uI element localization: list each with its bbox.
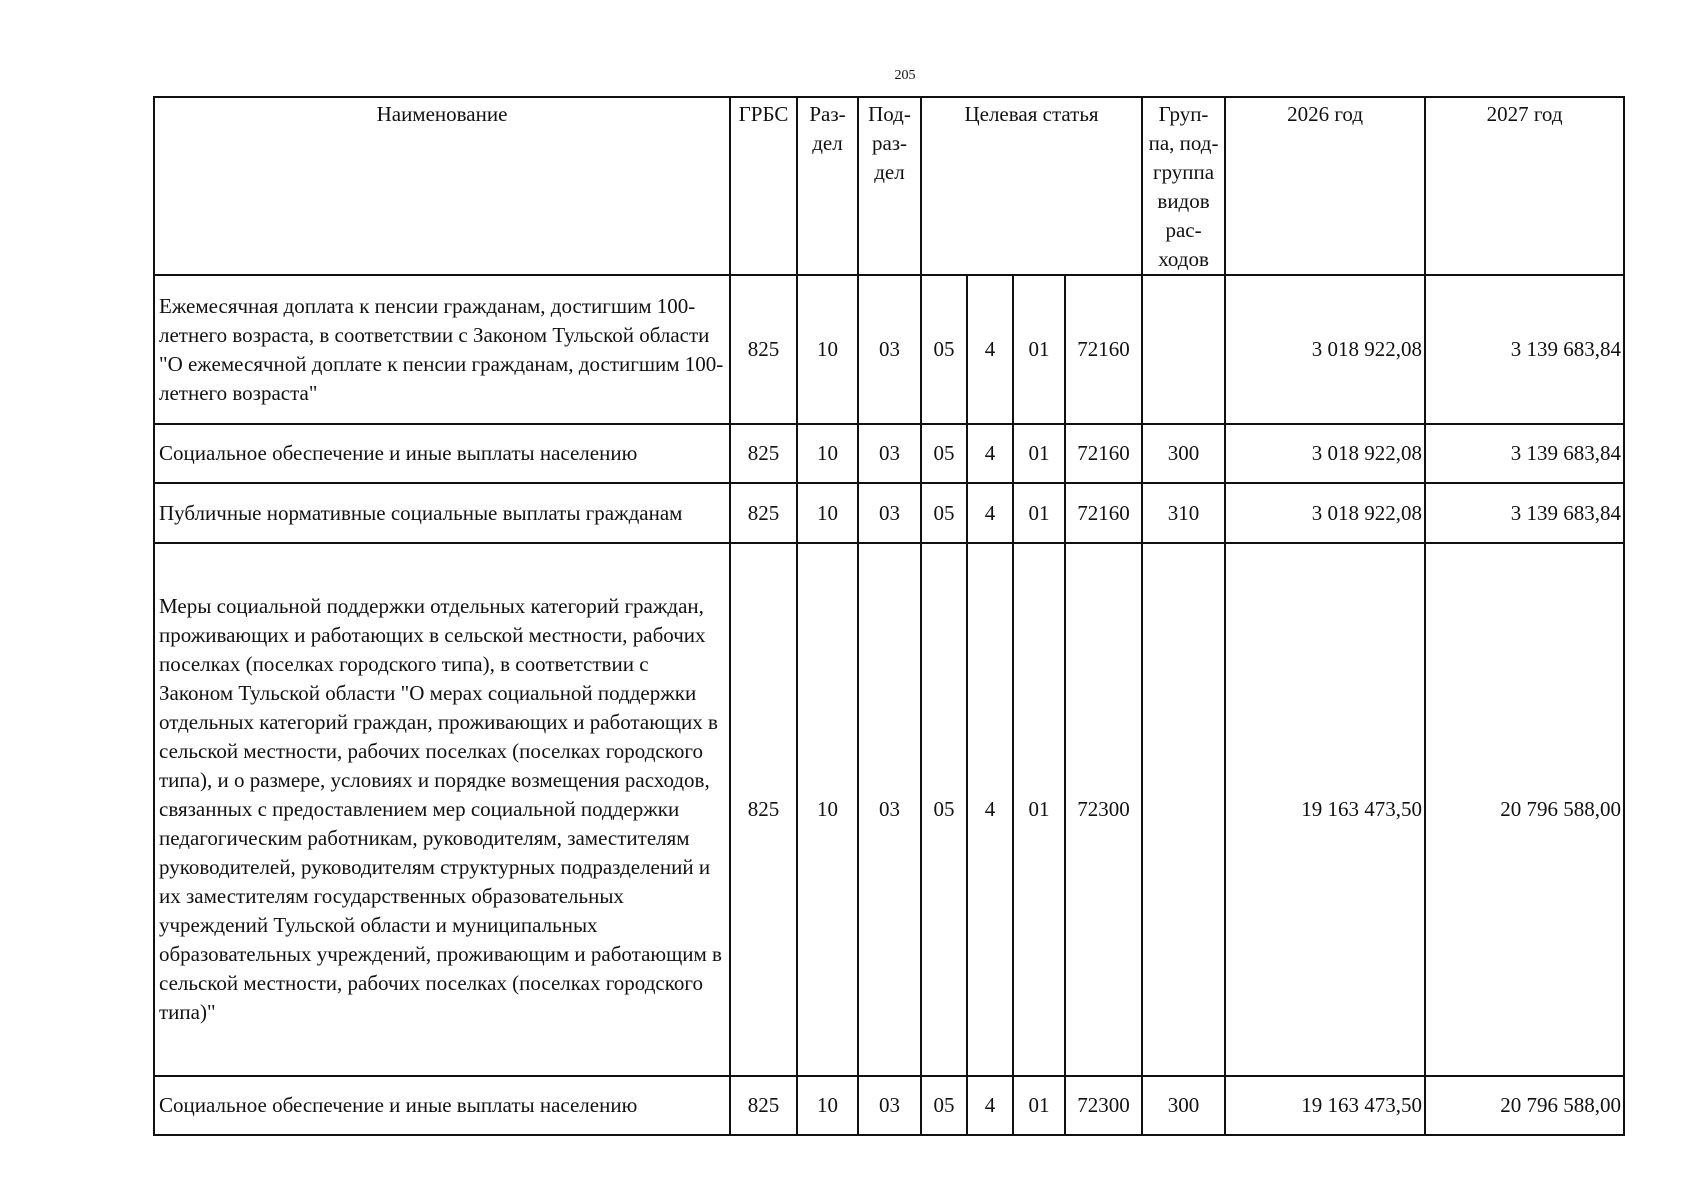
table-row [154,543,1624,1076]
gruppa-cell: 300 [1142,1076,1225,1135]
header-gruppa-vidov-raskhodov: Груп- па, под- группа видов рас- ходов [1142,97,1225,275]
budget-table [153,96,1625,1136]
table-row [154,1076,1624,1135]
row-name: Меры социальной поддержки отдельных категорий граждан, проживающих и работающих в сельской местности, рабочих поселках (поселках городского типа), в соответствии с Законом Тульской области "О мерах социальной поддержки отдельных категорий граждан, проживающих и работающих в сельской местности, рабочих поселках (поселках городского типа), и о размере, условиях и порядке возмещения расходов, связанных с предоставлением мер социальной поддержки педагогическим работникам, руководителям, заместителям руководителей, руководителям структурных подразделений и их заместителям государственных образовательных учреждений Тульской области и муниципальных образовательных учреждений, проживающим и работающим в сельской местности, рабочих поселках (поселках городского типа)" [154,543,730,1076]
gruppa-cell: 310 [1142,483,1225,543]
cs-program-cell: 05 [921,483,967,543]
cs-direction-cell: 72300 [1065,543,1142,1076]
cs-direction-cell: 72160 [1065,483,1142,543]
razdel-cell: 10 [797,424,858,483]
cs-subprogram-cell: 01 [1013,424,1065,483]
cs-subprogram-cell: 01 [1013,275,1065,424]
cs-program-cell: 05 [921,1076,967,1135]
cs-direction-cell: 72160 [1065,424,1142,483]
cs-program-cell: 05 [921,424,967,483]
table-header-row [154,97,1624,275]
row-name: Социальное обеспечение и иные выплаты населению [154,424,730,483]
amount-2027-cell: 20 796 588,00 [1425,1076,1624,1135]
gruppa-cell [1142,275,1225,424]
gruppa-cell [1142,543,1225,1076]
amount-2026-cell: 19 163 473,50 [1225,1076,1425,1135]
podrazdel-cell: 03 [858,275,921,424]
table-row [154,275,1624,424]
grbs-cell: 825 [730,275,797,424]
header-2027: 2027 год [1425,97,1624,275]
header-podrazdel: Под- раз- дел [858,97,921,275]
razdel-cell: 10 [797,275,858,424]
grbs-cell: 825 [730,483,797,543]
row-name: Социальное обеспечение и иные выплаты населению [154,1076,730,1135]
row-name: Ежемесячная доплата к пенсии гражданам, достигшим 100-летнего возраста, в соответствии с Законом Тульской области "О ежемесячной доплате к пенсии гражданам, достигшим 100-летнего возраста" [154,275,730,424]
cs-type-cell: 4 [967,275,1013,424]
table-row [154,483,1624,543]
cs-type-cell: 4 [967,1076,1013,1135]
cs-subprogram-cell: 01 [1013,1076,1065,1135]
grbs-cell: 825 [730,543,797,1076]
cs-direction-cell: 72300 [1065,1076,1142,1135]
cs-subprogram-cell: 01 [1013,543,1065,1076]
podrazdel-cell: 03 [858,483,921,543]
podrazdel-cell: 03 [858,543,921,1076]
gruppa-cell: 300 [1142,424,1225,483]
cs-direction-cell: 72160 [1065,275,1142,424]
amount-2027-cell: 20 796 588,00 [1425,543,1624,1076]
amount-2027-cell: 3 139 683,84 [1425,483,1624,543]
grbs-cell: 825 [730,1076,797,1135]
header-grbs: ГРБС [730,97,797,275]
page-number: 205 [894,68,916,83]
amount-2027-cell: 3 139 683,84 [1425,424,1624,483]
amount-2026-cell: 3 018 922,08 [1225,483,1425,543]
amount-2026-cell: 19 163 473,50 [1225,543,1425,1076]
grbs-cell: 825 [730,424,797,483]
amount-2026-cell: 3 018 922,08 [1225,424,1425,483]
cs-type-cell: 4 [967,483,1013,543]
razdel-cell: 10 [797,1076,858,1135]
amount-2027-cell: 3 139 683,84 [1425,275,1624,424]
razdel-cell: 10 [797,543,858,1076]
cs-subprogram-cell: 01 [1013,483,1065,543]
podrazdel-cell: 03 [858,1076,921,1135]
row-name: Публичные нормативные социальные выплаты гражданам [154,483,730,543]
header-razdel: Раз- дел [797,97,858,275]
cs-program-cell: 05 [921,543,967,1076]
amount-2026-cell: 3 018 922,08 [1225,275,1425,424]
cs-program-cell: 05 [921,275,967,424]
razdel-cell: 10 [797,483,858,543]
header-2026: 2026 год [1225,97,1425,275]
header-celevaya-statya: Целевая статья [921,97,1142,275]
table-row [154,424,1624,483]
header-name: Наименование [154,97,730,275]
cs-type-cell: 4 [967,424,1013,483]
podrazdel-cell: 03 [858,424,921,483]
cs-type-cell: 4 [967,543,1013,1076]
